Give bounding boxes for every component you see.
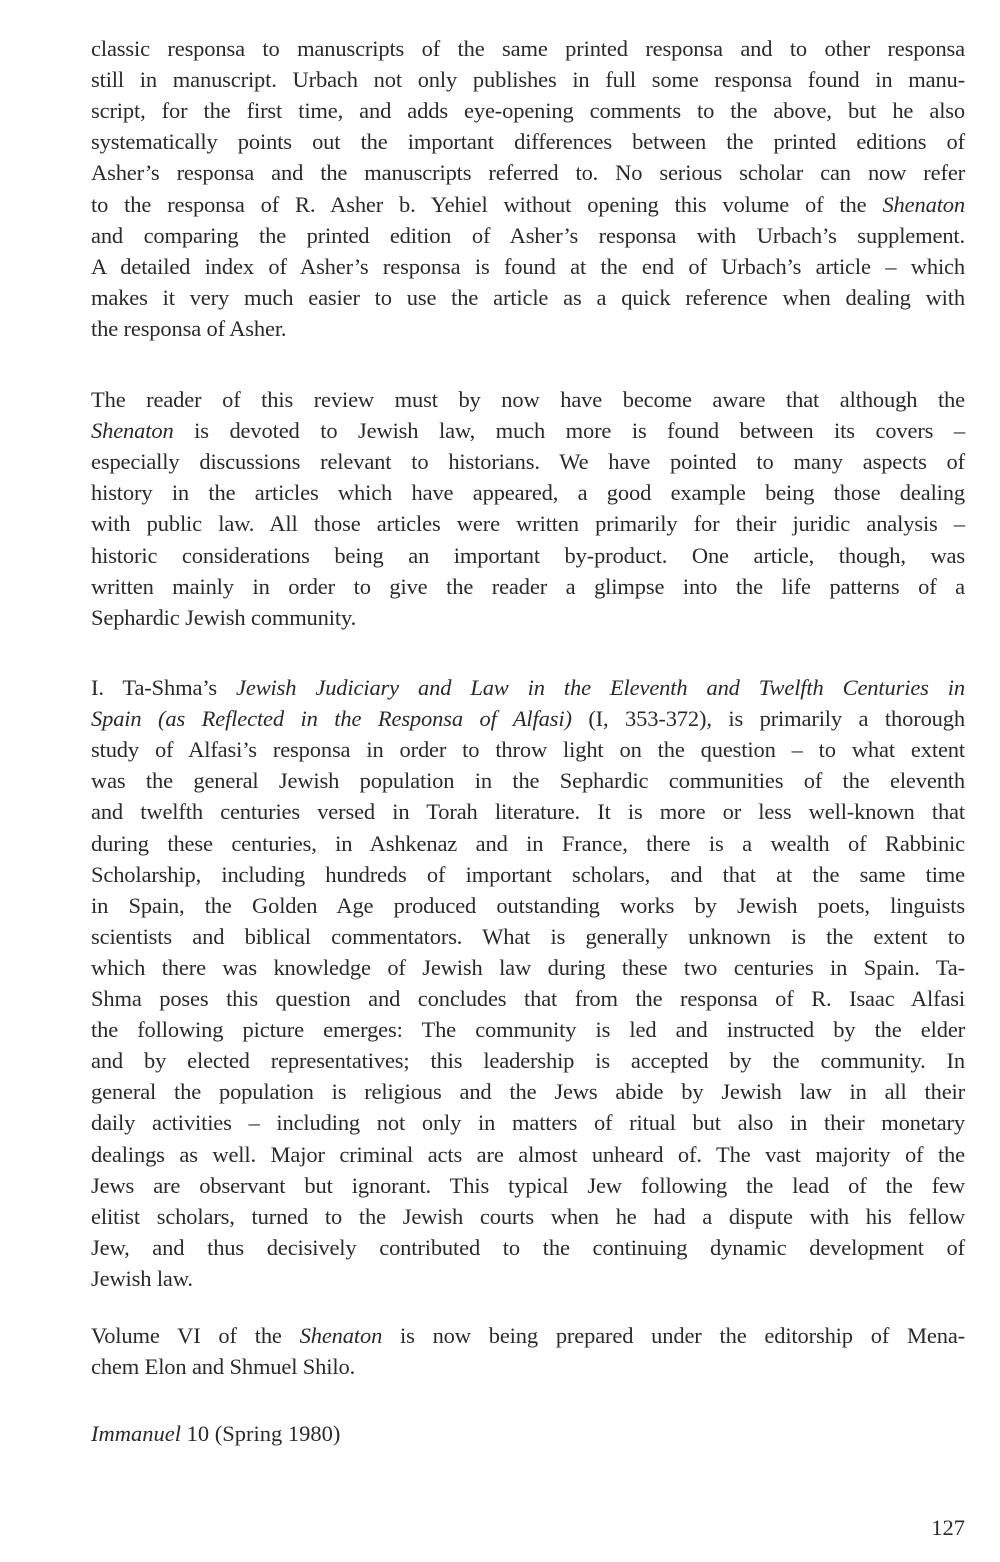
text-span: daily activities – including not only in matters of ritual but also in their monetary [91, 1110, 965, 1136]
text-line [91, 890, 965, 921]
text-span: chem Elon and Shmuel Shilo. [91, 1354, 356, 1380]
text-span: and twelfth centuries versed in Torah literature. It is more or less well-known that [91, 799, 965, 825]
text-span: is devoted to Jewish law, much more is found between its covers – [173, 418, 965, 444]
text-line [91, 828, 965, 859]
text-line [91, 251, 965, 282]
text-span: Scholarship, including hundreds of important scholars, and that at the same time [91, 861, 965, 887]
text-span: general the population is religious and the Jews abide by Jewish law in all their [91, 1079, 965, 1105]
issue-info: 10 (Spring 1980) [180, 1421, 341, 1446]
text-line [91, 477, 965, 508]
text-span: Shma poses this question and concludes that from the responsa of R. Isaac Alfasi [91, 986, 965, 1011]
text-line [91, 446, 965, 477]
text-span: especially discussions relevant to historians. We have pointed to many aspects of [91, 449, 965, 475]
text-line [91, 1232, 965, 1263]
text-span: history in the articles which have appeared, a good example being those dealing [91, 480, 965, 506]
text-span: during these centuries, in Ashkenaz and in France, there is a wealth of Rabbinic [91, 830, 965, 856]
text-span: Sephardic Jewish community. [91, 604, 357, 630]
journal-title: Immanuel [91, 1421, 181, 1446]
text-line [91, 1170, 965, 1201]
text-line [91, 95, 965, 126]
text-line [91, 1107, 965, 1138]
text-span: with public law. All those articles were written primarily for their juridic analysis – [91, 511, 965, 537]
text-line [91, 1014, 965, 1045]
text-span: Jews are observant but ignorant. This typical Jew following the lead of the few [91, 1172, 965, 1198]
text-span: and by elected representatives; this leadership is accepted by the community. In [91, 1048, 965, 1074]
text-line [91, 1076, 965, 1107]
text-line [91, 703, 965, 734]
text-line [91, 189, 965, 220]
text-span: and comparing the printed edition of Asher’s responsa with Urbach’s supplement. [91, 222, 965, 248]
text-span: was the general Jewish population in the Sephardic communities of the eleventh [91, 768, 965, 794]
text-line [91, 33, 965, 64]
page-number: 127 [931, 1515, 965, 1540]
citation [91, 1418, 340, 1449]
text-line [91, 1263, 965, 1294]
text-line [91, 796, 965, 827]
text-line [91, 765, 965, 796]
text-line [91, 1139, 965, 1170]
italic-title: Shenaton [299, 1323, 383, 1348]
text-line [91, 672, 965, 703]
text-line [91, 157, 965, 188]
text-line [91, 734, 965, 765]
text-line [91, 1351, 965, 1382]
text-span: written mainly in order to give the reader a glimpse into the life patterns of a [91, 573, 965, 599]
text-span: script, for the first time, and adds eye-opening comments to the above, but he also [91, 98, 965, 124]
text-line [91, 983, 965, 1014]
text-span: which there was knowledge of Jewish law during these two centuries in Spain. Ta- [91, 954, 965, 980]
text-line [91, 571, 965, 602]
text-line [91, 1320, 965, 1351]
text-line [91, 1045, 965, 1076]
text-span: systematically points out the important differences between the printed editions of [91, 129, 965, 155]
text-line [91, 220, 965, 251]
text-line [91, 64, 965, 95]
text-line [91, 415, 965, 446]
italic-title: Spain (as Reflected in the Responsa of Alfasi) [91, 706, 572, 732]
text-span: Asher’s responsa and the manuscripts referred to. No serious scholar can now refer [91, 160, 965, 186]
text-span: elitist scholars, turned to the Jewish courts when he had a dispute with his fellow [91, 1203, 965, 1229]
text-line [91, 1201, 965, 1232]
text-line [91, 952, 965, 983]
text-line [91, 508, 965, 539]
text-line [91, 282, 965, 313]
text-line [91, 313, 965, 344]
text-line [91, 921, 965, 952]
text-span: scientists and biblical commentators. What is generally unknown is the extent to [91, 923, 965, 949]
text-line [91, 540, 965, 571]
text-span: still in manuscript. Urbach not only publishes in full some responsa found in manu- [91, 67, 965, 93]
text-span: the responsa of Asher. [91, 315, 287, 341]
text-line [91, 859, 965, 890]
text-span: makes it very much easier to use the article as a quick reference when dealing with [91, 284, 965, 310]
italic-title: Jewish Judiciary and Law in the Eleventh and Twelfth Centuries in [236, 675, 965, 700]
text-span: (I, 353-372), is primarily a thorough [571, 706, 965, 732]
text-span: The reader of this review must by now have become aware that although the [91, 387, 965, 412]
text-span: is now being prepared under the editorship of Mena- [382, 1323, 966, 1348]
text-span: A detailed index of Asher’s responsa is found at the end of Urbach’s article – which [91, 253, 965, 279]
text-span: Jew, and thus decisively contributed to the continuing dynamic development of [91, 1234, 965, 1260]
text-span: the following picture emerges: The community is led and instructed by the elder [91, 1017, 965, 1043]
text-span: to the responsa of R. Asher b. Yehiel without opening this volume of the [91, 191, 883, 217]
text-span: dealings as well. Major criminal acts are almost unheard of. The vast majority of the [91, 1141, 965, 1167]
text-span: I. Ta-Shma’s [91, 675, 237, 700]
text-span: study of Alfasi’s responsa in order to throw light on the question – to what extent [91, 737, 965, 763]
text-line [91, 126, 965, 157]
text-span: classic responsa to manuscripts of the same printed responsa and to other responsa [91, 36, 965, 61]
text-span: historic considerations being an important by-product. One article, though, was [91, 542, 965, 568]
italic-title: Shenaton [882, 191, 965, 217]
text-line [91, 602, 965, 633]
text-span: Volume VI of the [91, 1323, 300, 1348]
text-span: in Spain, the Golden Age produced outstanding works by Jewish poets, linguists [91, 892, 965, 918]
italic-title: Shenaton [91, 418, 174, 444]
text-line [91, 384, 965, 415]
text-span: Jewish law. [91, 1265, 193, 1291]
